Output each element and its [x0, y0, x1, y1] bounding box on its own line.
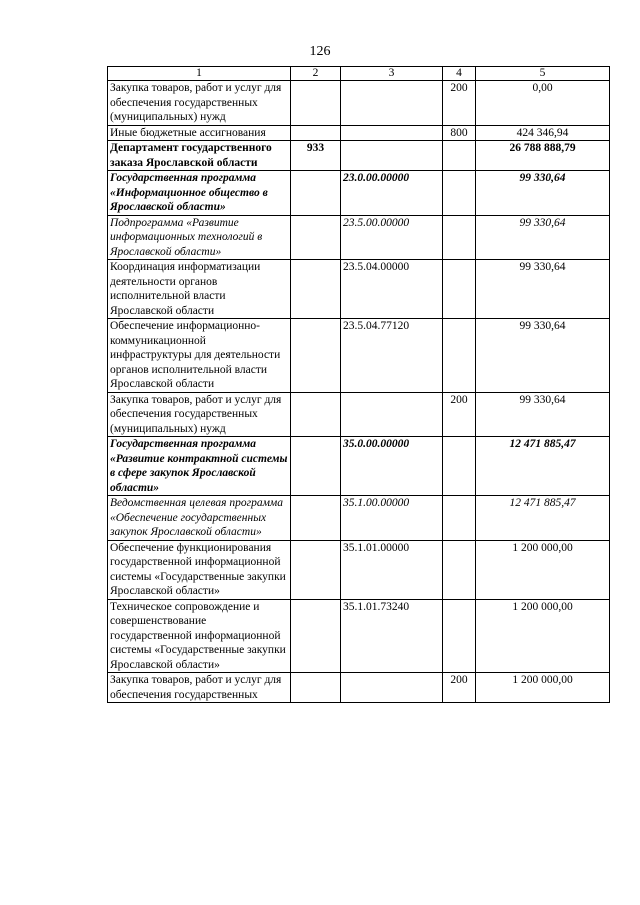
table-row	[108, 141, 610, 171]
row-expense-type	[443, 437, 476, 496]
row-ministry	[291, 599, 341, 673]
table-row	[108, 599, 610, 673]
row-code: 23.5.00.00000	[341, 215, 443, 260]
row-code	[341, 81, 443, 126]
row-expense-type	[443, 171, 476, 216]
row-code	[341, 125, 443, 141]
row-code: 35.1.01.73240	[341, 599, 443, 673]
page-number: 126	[309, 44, 331, 59]
row-ministry	[291, 496, 341, 541]
row-amount: 26 788 888,79	[476, 141, 610, 171]
row-amount: 12 471 885,47	[476, 437, 610, 496]
row-ministry	[291, 171, 341, 216]
row-amount: 99 330,64	[476, 215, 610, 260]
row-amount: 1 200 000,00	[476, 599, 610, 673]
row-name: Закупка товаров, работ и услуг для обеспечения государственных (муниципальных) нужд	[108, 392, 291, 437]
row-code	[341, 673, 443, 703]
row-name: Государственная программа «Информационное общество в Ярославской области»	[108, 171, 291, 216]
table-row	[108, 171, 610, 216]
row-code: 23.0.00.00000	[341, 171, 443, 216]
table-row	[108, 673, 610, 703]
row-ministry	[291, 125, 341, 141]
row-code: 23.5.04.77120	[341, 319, 443, 393]
header-col-3: 3	[341, 67, 443, 81]
row-ministry	[291, 437, 341, 496]
row-expense-type	[443, 319, 476, 393]
table-row	[108, 215, 610, 260]
row-expense-type: 200	[443, 673, 476, 703]
budget-table	[107, 66, 610, 703]
row-expense-type: 800	[443, 125, 476, 141]
row-amount: 99 330,64	[476, 392, 610, 437]
row-ministry: 933	[291, 141, 341, 171]
row-amount: 424 346,94	[476, 125, 610, 141]
row-code: 35.1.01.00000	[341, 540, 443, 599]
row-code: 35.1.00.00000	[341, 496, 443, 541]
row-expense-type	[443, 215, 476, 260]
header-col-4: 4	[443, 67, 476, 81]
row-name: Департамент государственного заказа Ярославской области	[108, 141, 291, 171]
row-code: 23.5.04.00000	[341, 260, 443, 319]
row-ministry	[291, 81, 341, 126]
row-ministry	[291, 540, 341, 599]
row-expense-type: 200	[443, 81, 476, 126]
row-ministry	[291, 215, 341, 260]
row-amount: 12 471 885,47	[476, 496, 610, 541]
row-amount: 1 200 000,00	[476, 540, 610, 599]
table-row	[108, 319, 610, 393]
table-row	[108, 540, 610, 599]
row-code	[341, 141, 443, 171]
row-name: Обеспечение информационно-коммуникационной инфраструктуры для деятельности органов исполнительной власти Ярославской области	[108, 319, 291, 393]
row-expense-type	[443, 599, 476, 673]
row-expense-type	[443, 540, 476, 599]
row-amount: 99 330,64	[476, 171, 610, 216]
row-name: Техническое сопровождение и совершенствование государственной информационной системы «Государственные закупки Ярославской области»	[108, 599, 291, 673]
row-ministry	[291, 260, 341, 319]
row-name: Подпрограмма «Развитие информационных технологий в Ярославской области»	[108, 215, 291, 260]
row-name: Закупка товаров, работ и услуг для обеспечения государственных	[108, 673, 291, 703]
row-ministry	[291, 673, 341, 703]
row-amount: 0,00	[476, 81, 610, 126]
header-row	[108, 67, 610, 81]
header-col-1: 1	[108, 67, 291, 81]
row-amount: 1 200 000,00	[476, 673, 610, 703]
table-row	[108, 81, 610, 126]
row-name: Иные бюджетные ассигнования	[108, 125, 291, 141]
row-amount: 99 330,64	[476, 319, 610, 393]
table-row	[108, 437, 610, 496]
row-code: 35.0.00.00000	[341, 437, 443, 496]
row-expense-type	[443, 141, 476, 171]
row-ministry	[291, 392, 341, 437]
row-ministry	[291, 319, 341, 393]
header-col-2: 2	[291, 67, 341, 81]
table-row	[108, 496, 610, 541]
row-expense-type	[443, 496, 476, 541]
row-name: Ведомственная целевая программа «Обеспечение государственных закупок Ярославской области»	[108, 496, 291, 541]
table-row	[108, 125, 610, 141]
row-name: Государственная программа «Развитие контрактной системы в сфере закупок Ярославской области»	[108, 437, 291, 496]
row-expense-type: 200	[443, 392, 476, 437]
table-row	[108, 392, 610, 437]
header-col-5: 5	[476, 67, 610, 81]
row-name: Закупка товаров, работ и услуг для обеспечения государственных (муниципальных) нужд	[108, 81, 291, 126]
row-name: Обеспечение функционирования государственной информационной системы «Государственные закупки Ярославской области»	[108, 540, 291, 599]
table-row	[108, 260, 610, 319]
row-name: Координация информатизации деятельности органов исполнительной власти Ярославской области	[108, 260, 291, 319]
row-expense-type	[443, 260, 476, 319]
row-amount: 99 330,64	[476, 260, 610, 319]
row-code	[341, 392, 443, 437]
